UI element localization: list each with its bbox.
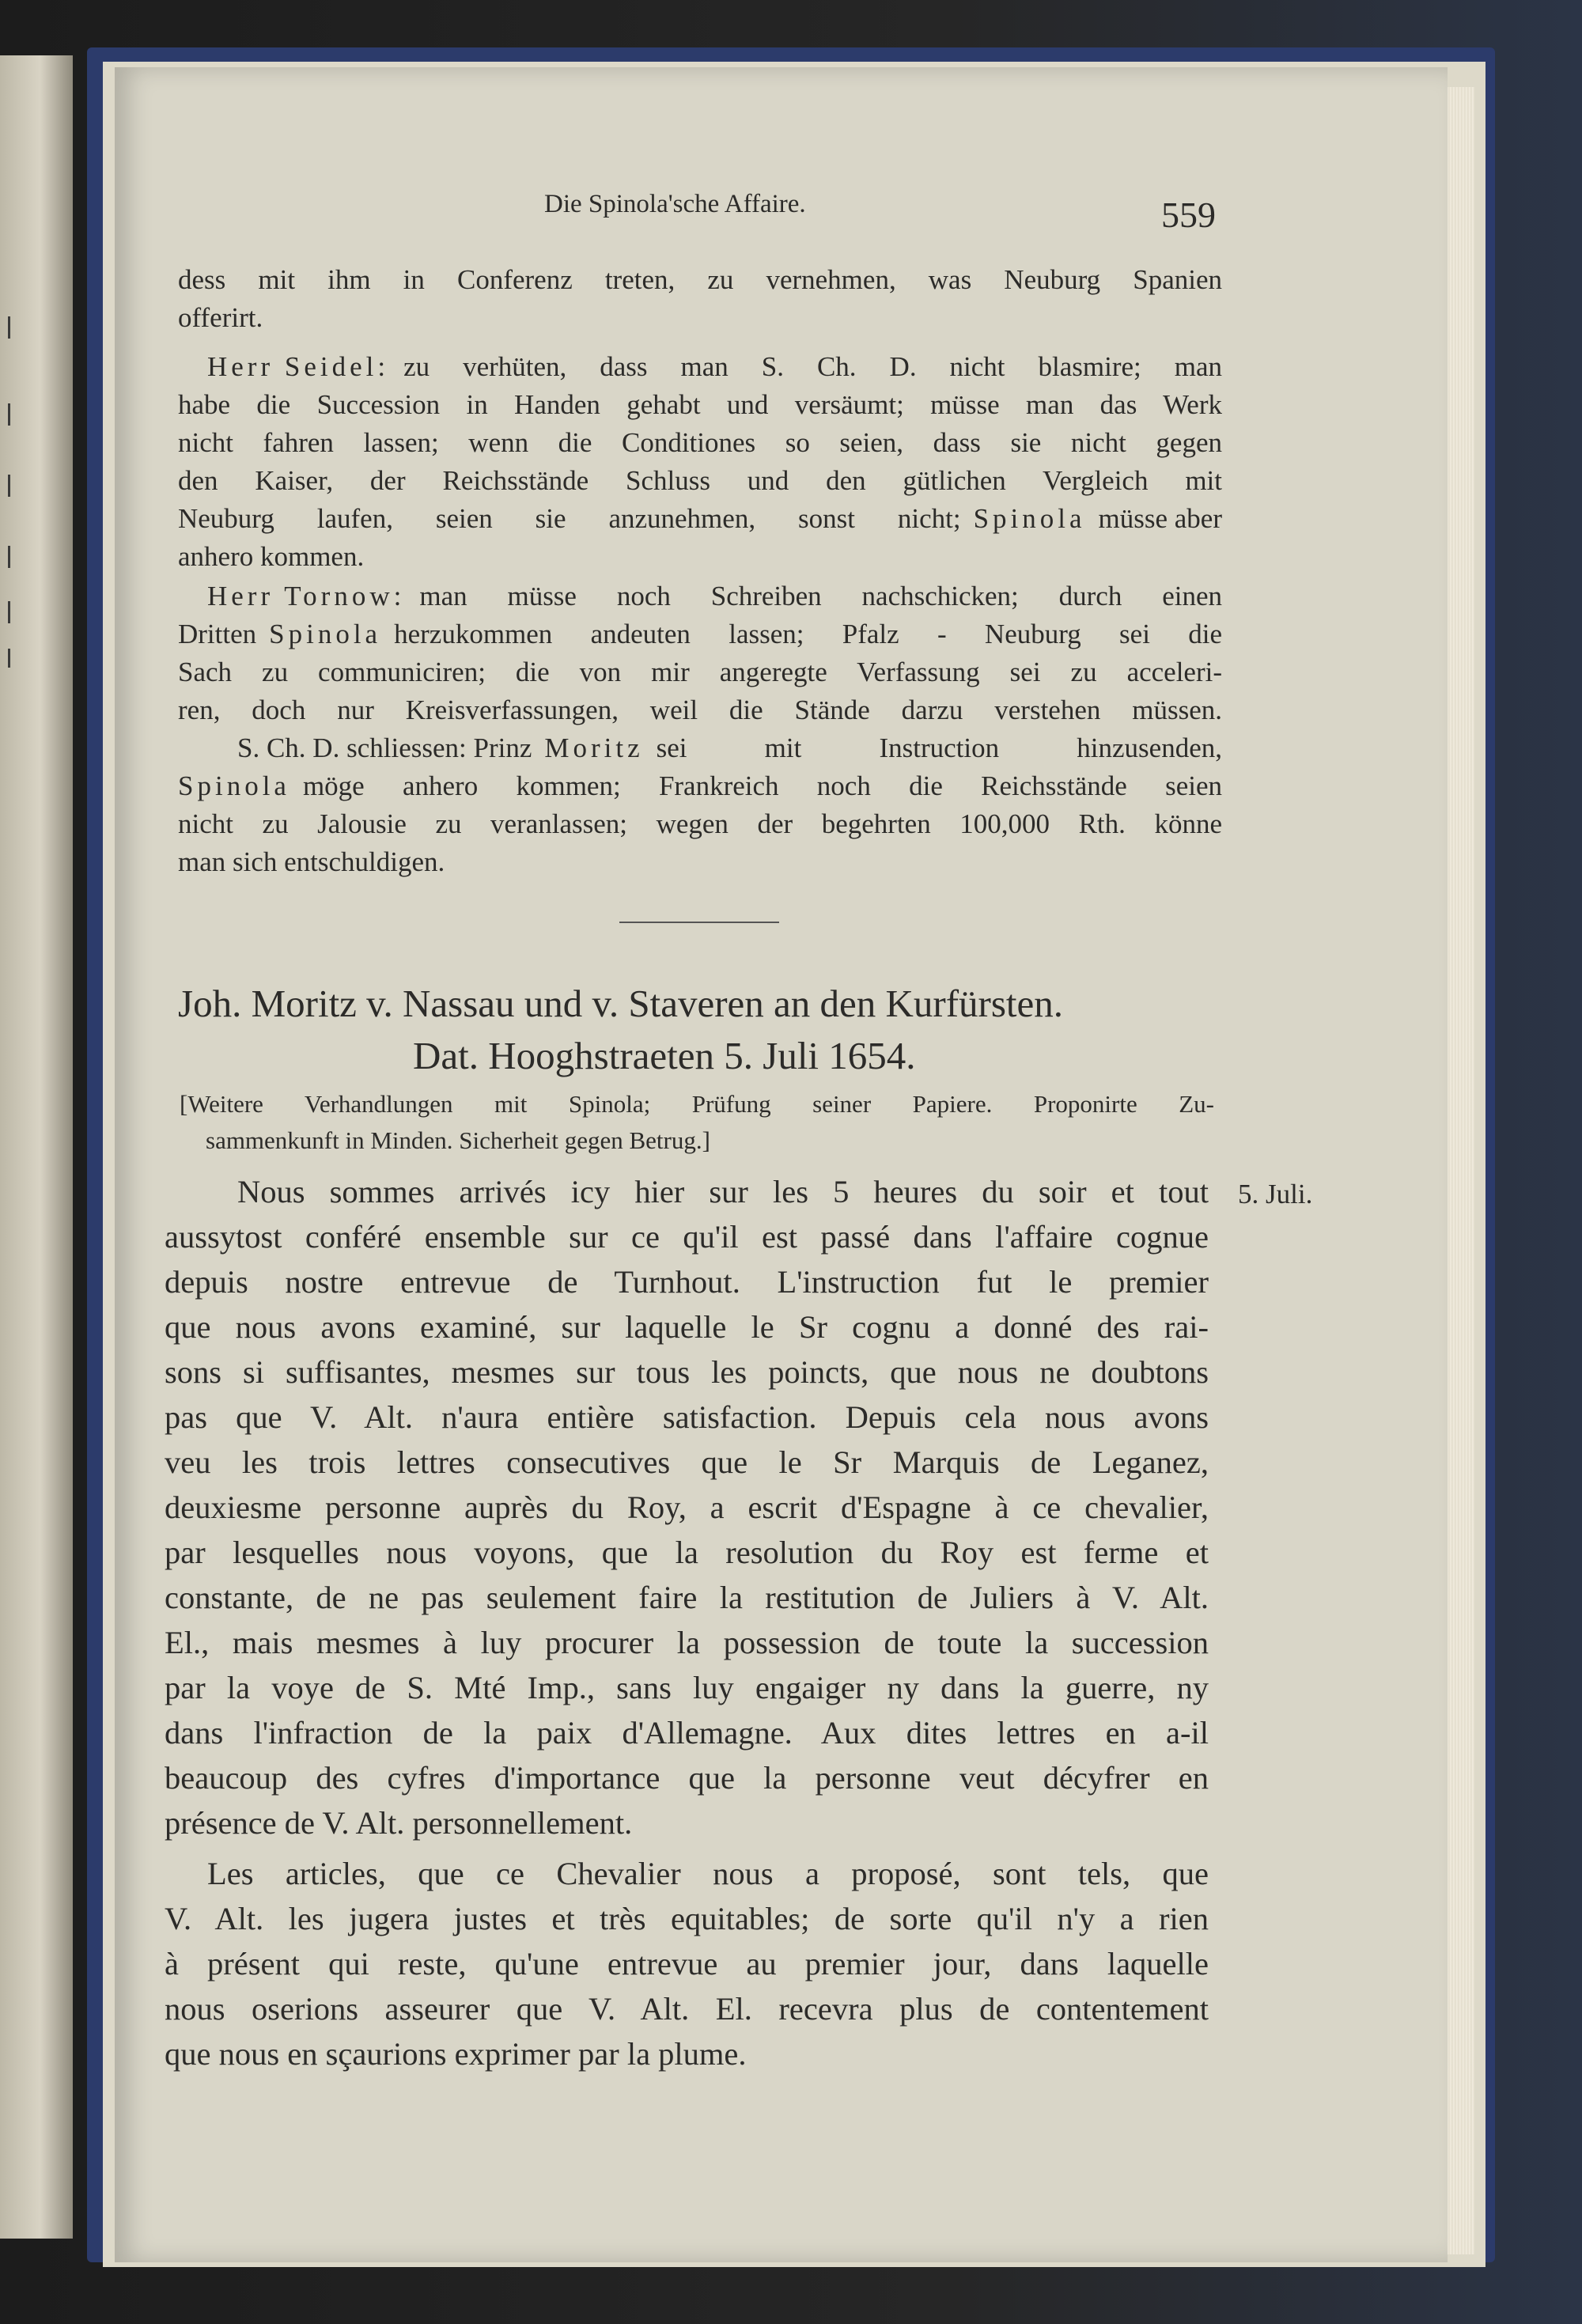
running-head-title: Die Spinola'sche Affaire. <box>544 190 806 218</box>
text-line: nicht fahren lassen; wenn die Conditiones so seien, dass sie nicht gegen <box>178 427 1222 458</box>
text-line: Sach zu communiciren; die von mir angeregte Verfassung sei zu acceleri- <box>178 657 1222 687</box>
paragraph-tornow <box>207 577 1222 615</box>
page-number: 559 <box>1161 195 1216 235</box>
name-spinola: Spinola <box>269 619 382 649</box>
text-line: offerirt. <box>178 302 263 333</box>
document-title: Joh. Moritz v. Nassau und v. Staveren an den Kurfürsten. <box>178 982 1064 1025</box>
text-line: zu verhüten, dass man S. Ch. D. nicht blasmire; man <box>403 351 1222 382</box>
text-line: ren, doch nur Kreisverfassungen, weil die Stände darzu verstehen müssen. <box>178 695 1222 725</box>
text-line: veu les trois lettres consecutives que le Sr Marquis de Leganez, <box>165 1444 1209 1480</box>
text-line: par lesquelles nous voyons, que la resolution du Roy est ferme et <box>165 1535 1209 1570</box>
text-line: man müsse noch Schreiben nachschicken; durch einen <box>419 581 1222 611</box>
text-line-with-name <box>178 767 1222 805</box>
facing-page-edge <box>0 55 73 2239</box>
document-summary: sammenkunft in Minden. Sicherheit gegen Betrug.] <box>206 1126 710 1154</box>
text-line: man sich entschuldigen. <box>178 846 445 877</box>
text-line: anhero kommen. <box>178 541 365 572</box>
text-line: par la voye de S. Mté Imp., sans luy engaiger ny dans la guerre, ny <box>165 1670 1209 1705</box>
text-line: herzukommen andeuten lassen; Pfalz - Neuburg sei die <box>394 619 1222 649</box>
text-line: constante, de ne pas seulement faire la restitution de Juliers à V. Alt. <box>165 1580 1209 1615</box>
text-line: beaucoup des cyfres d'importance que la personne veut décyfrer en <box>165 1760 1209 1796</box>
page-edge-stack <box>1448 87 1474 2254</box>
text-line: à présent qui reste, qu'une entrevue au premier jour, dans laquelle <box>165 1946 1209 1981</box>
text-line: Les articles, que ce Chevalier nous a proposé, sont tels, que <box>207 1856 1209 1891</box>
text-line: présence de V. Alt. personnellement. <box>165 1805 633 1841</box>
text-line: habe die Succession in Handen gehabt und versäumt; müsse man das Werk <box>178 389 1222 420</box>
speaker-name: Herr Tornow: <box>207 581 406 611</box>
document-date-line: Dat. Hooghstraeten 5. Juli 1654. <box>413 1034 916 1077</box>
text-line: dess mit ihm in Conferenz treten, zu vernehmen, was Neuburg Spanien <box>178 264 1222 295</box>
text-line: depuis nostre entrevue de Turnhout. L'instruction fut le premier <box>165 1264 1209 1300</box>
text-line: Neuburg laufen, seien sie anzunehmen, sonst nicht; <box>178 503 961 534</box>
text-line: deuxiesme personne auprès du Roy, a escrit d'Espagne à ce chevalier, <box>165 1489 1209 1525</box>
text-line-with-name <box>178 500 1222 538</box>
name-moritz: Moritz <box>544 732 644 763</box>
text-line: den Kaiser, der Reichsstände Schluss und den gütlichen Vergleich mit <box>178 465 1222 496</box>
text-line-with-name <box>178 615 1222 653</box>
speaker-name: Herr Seidel: <box>207 351 390 382</box>
text-line: pas que V. Alt. n'aura entière satisfaction. Depuis cela nous avons <box>165 1399 1209 1435</box>
text-line: nicht zu Jalousie zu veranlassen; wegen der begehrten 100,000 Rth. könne <box>178 808 1222 839</box>
name-spinola: Spinola <box>178 770 290 801</box>
text-line: S. Ch. D. schliessen: Prinz <box>237 732 532 763</box>
text-line: aussytost conféré ensemble sur ce qu'il est passé dans l'affaire cognue <box>165 1219 1209 1255</box>
text-line: möge anhero kommen; Frankreich noch die Reichsstände seien <box>302 770 1222 801</box>
text-line: El., mais mesmes à luy procurer la possession de toute la succession <box>165 1625 1209 1660</box>
text-line: que nous en sçaurions exprimer par la plume. <box>165 2036 747 2072</box>
text-line: sons si suffisantes, mesmes sur tous les poincts, que nous ne doubtons <box>165 1354 1209 1390</box>
text-line: sei mit Instruction hinzusenden, <box>656 732 1222 763</box>
margin-date: 5. Juli. <box>1238 1179 1313 1209</box>
document-summary: [Weitere Verhandlungen mit Spinola; Prüfung seiner Papiere. Proponirte Zu- <box>180 1090 1214 1118</box>
text-line: dans l'infraction de la paix d'Allemagne. Aux dites lettres en a-il <box>165 1715 1209 1751</box>
text-line: V. Alt. les jugera justes et très equitables; de sorte qu'il n'y a rien <box>165 1901 1209 1936</box>
name-spinola: Spinola <box>973 503 1086 534</box>
section-separator <box>619 922 779 923</box>
paragraph-seidel <box>207 348 1222 386</box>
text-line: Nous sommes arrivés icy hier sur les 5 heures du soir et tout <box>237 1174 1209 1209</box>
text-line: müsse aber <box>1098 503 1222 534</box>
text-line: que nous avons examiné, sur laquelle le Sr cognu a donné des rai- <box>165 1309 1209 1345</box>
paragraph-conclusion <box>237 729 1222 767</box>
text-line: nous oserions asseurer que V. Alt. El. recevra plus de contentement <box>165 1991 1209 2027</box>
text-line: Dritten <box>178 619 257 649</box>
